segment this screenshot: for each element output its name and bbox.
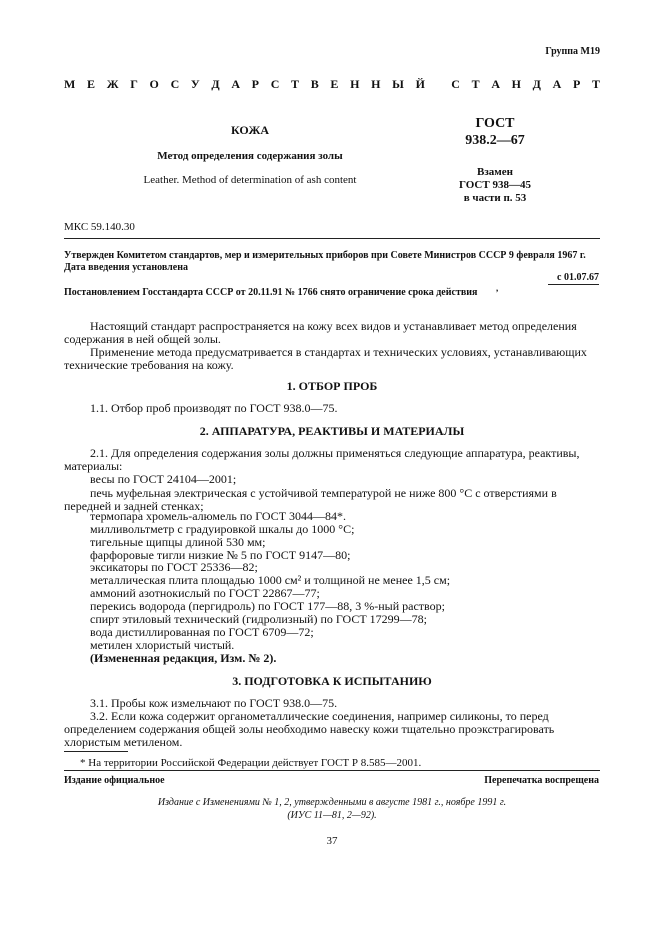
effective-date-underline [548, 284, 599, 285]
list-item: эксикаторы по ГОСТ 25336—82; [90, 560, 258, 574]
title-letter: А [231, 77, 240, 91]
footnote: * На территории Российской Федерации действует ГОСТ Р 8.585—2001. [80, 757, 422, 769]
approved-text: Утвержден Комитетом стандартов, мер и измерительных приборов при Совете Министров СССР 9 февраля 1967 г. [64, 250, 586, 261]
title-letter: Е [330, 77, 339, 91]
title-letter: Ж [106, 77, 119, 91]
title-letter: Т [591, 77, 600, 91]
document-name: КОЖА [231, 123, 269, 137]
list-item: спирт этиловый технический (гидролизный) по ГОСТ 17299—78; [90, 612, 428, 626]
title-letter: Р [251, 77, 260, 91]
list-item: термопара хромель-алюмель по ГОСТ 3044—84*. [90, 509, 347, 523]
list-item: печь муфельная электрическая с устойчивой температурой не ниже 800 °С с отверстиями в [90, 486, 557, 500]
title-letter: Т [291, 77, 300, 91]
title-letter: А [552, 77, 562, 91]
edition-note-line2: (ИУС 11—81, 2—92). [287, 810, 377, 821]
list-item: перекись водорода (пергидроль) по ГОСТ 177—88, 3 %-ный раствор; [90, 599, 445, 613]
intro-p2-line2: технические требования на кожу. [64, 358, 234, 372]
reprint-forbidden-label: Перепечатка воспрещена [484, 775, 599, 786]
list-item: вода дистиллированная по ГОСТ 6709—72; [90, 625, 314, 639]
decree-mark: , [496, 283, 499, 293]
divider-top [64, 238, 600, 239]
title-letter: М [64, 77, 76, 91]
title-letter: Й [415, 77, 425, 91]
title-letter: Р [572, 77, 581, 91]
document-method-ru: Метод определения содержания золы [157, 150, 343, 162]
edition-note-line1: Издание с Изменениями № 1, 2, утвержденными в августе 1981 г., ноябре 1991 г. [157, 797, 507, 808]
title-letter: Н [350, 77, 360, 91]
replaces-line3: в части п. 53 [463, 192, 527, 204]
list-item: метилен хлористый чистый. [90, 638, 235, 652]
mks-code: МКС 59.140.30 [64, 221, 135, 233]
list-item: фарфоровые тигли низкие № 5 по ГОСТ 9147—80; [90, 548, 351, 562]
title-letter: Н [511, 77, 521, 91]
section-2-p1-line1: 2.1. Для определения содержания золы должны применяться следующие аппаратура, реактивы, [90, 446, 580, 460]
document-method-en: Leather. Method of determination of ash content [143, 174, 357, 186]
title-letter: Ы [392, 77, 404, 91]
section-1-p1: 1.1. Отбор проб производят по ГОСТ 938.0—75. [90, 401, 338, 415]
title-letter: С [270, 77, 280, 91]
section-2-title: 2. АППАРАТУРА, РЕАКТИВЫ И МАТЕРИАЛЫ [199, 424, 465, 438]
replaces-line2: ГОСТ 938—45 [459, 179, 531, 191]
title-letter: Е [87, 77, 96, 91]
list-item-cont: передней и задней стенках; [64, 499, 204, 513]
footnote-divider [64, 751, 128, 752]
title-letter: Т [471, 77, 480, 91]
intro-p1-line2: содержания в ней общей золы. [64, 332, 221, 346]
intro-p1-line1: Настоящий стандарт распространяется на кожу всех видов и устанавливает метод определения [90, 319, 577, 333]
gost-code-line1: ГОСТ [475, 116, 515, 131]
title-letter: Н [371, 77, 381, 91]
title-letter: Д [211, 77, 220, 91]
effective-date: с 01.07.67 [557, 272, 599, 283]
section-3-title: 3. ПОДГОТОВКА К ИСПЫТАНИЮ [232, 674, 432, 688]
section-3-p2-line1: 3.2. Если кожа содержит органометаллические соединения, например силиконы, то перед [90, 709, 549, 723]
title-letter: Д [532, 77, 541, 91]
list-item: тигельные щипцы длиной 530 мм; [90, 535, 266, 549]
list-item: весы по ГОСТ 24104—2001; [90, 472, 237, 486]
section-3-p2-line3: хлористым метиленом. [64, 735, 183, 749]
section-2-p1-line2: материалы: [64, 459, 123, 473]
approval-block [64, 250, 604, 274]
title-letter: В [310, 77, 319, 91]
section-3-p1: 3.1. Пробы кож измельчают по ГОСТ 938.0—75. [90, 696, 338, 710]
list-item: аммоний азотнокислый по ГОСТ 22867—77; [90, 586, 320, 600]
intro-p2-line1: Применение метода предусматривается в стандартах и технических условиях, устанавливающих [90, 345, 587, 359]
gost-code [440, 115, 550, 149]
title-letter [437, 77, 440, 92]
title-letter: С [170, 77, 180, 91]
title-letter: О [149, 77, 159, 91]
section-1-title: 1. ОТБОР ПРОБ [286, 379, 378, 393]
title-letter: У [190, 77, 200, 91]
list-item: металлическая плита площадью 1000 см² и толщиной не менее 1,5 см; [90, 573, 451, 587]
interstate-standard-title [64, 77, 600, 92]
section-3-p2-line2: определением содержания общей золы необходимо навеску кожи тщательно проэкстрагировать [64, 722, 555, 736]
revision-note: (Измененная редакция, Изм. № 2). [90, 651, 277, 665]
replaces-line1: Взамен [477, 166, 513, 178]
page-number: 37 [326, 835, 338, 847]
replaces-block [440, 166, 550, 205]
decree-text: Постановлением Госстандарта СССР от 20.11.91 № 1766 снято ограничение срока действия [64, 287, 478, 298]
group-label: Группа М19 [545, 46, 600, 57]
footer-divider [64, 770, 600, 771]
introduced-text: Дата введения установлена [64, 262, 188, 273]
title-letter: С [451, 77, 460, 91]
gost-code-line2: 938.2—67 [465, 133, 525, 148]
list-item: милливольтметр с градуировкой шкалы до 1000 °С; [90, 522, 355, 536]
title-letter: Г [130, 77, 138, 91]
official-edition-label: Издание официальное [64, 775, 165, 786]
title-letter: А [491, 77, 500, 91]
